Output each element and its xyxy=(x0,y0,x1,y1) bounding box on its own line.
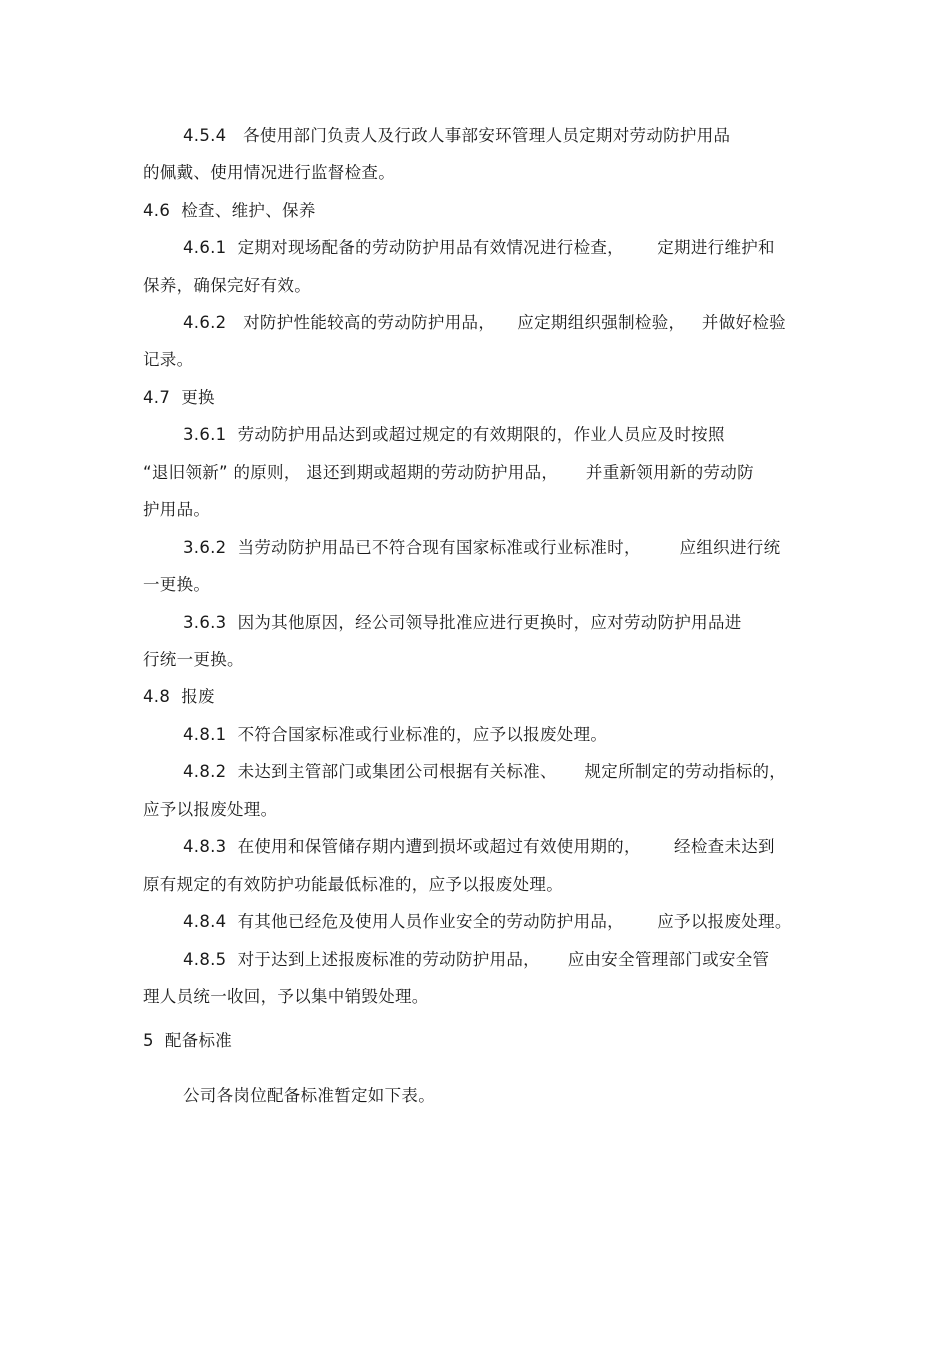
paragraph-3-6-1-line-1: 3.6.1 劳动防护用品达到或超过规定的有效期限的，作业人员应及时按照 xyxy=(183,425,725,444)
paragraph-3-6-2-line-1: 3.6.2 当劳动防护用品已不符合现有国家标准或行业标准时， 应组织进行统 xyxy=(183,538,781,557)
paragraph-4-6-1-line-1: 4.6.1 定期对现场配备的劳动防护用品有效情况进行检查， 定期进行维护和 xyxy=(183,238,775,257)
paragraph-3-6-1-line-2: “退旧领新” 的原则， 退还到期或超期的劳动防护用品， 并重新领用新的劳动防 xyxy=(143,463,754,482)
section-heading-5: 5 配备标准 xyxy=(143,1031,233,1050)
paragraph-4-6-1-line-2: 保养，确保完好有效。 xyxy=(143,276,311,295)
paragraph-4-8-2-line-1: 4.8.2 未达到主管部门或集团公司根据有关标准、 规定所制定的劳动指标的， xyxy=(183,762,787,781)
paragraph-4-8-5-line-1: 4.8.5 对于达到上述报废标准的劳动防护用品， 应由安全管理部门或安全管 xyxy=(183,950,770,969)
section-heading-4-7: 4.7 更换 xyxy=(143,388,215,407)
paragraph-3-6-2-line-2: 一更换。 xyxy=(143,575,211,594)
paragraph-4-8-3-line-1: 4.8.3 在使用和保管储存期内遭到损坏或超过有效使用期的， 经检查未达到 xyxy=(183,837,775,856)
section-heading-4-6: 4.6 检查、维护、保养 xyxy=(143,201,316,220)
paragraph-5-intro: 公司各岗位配备标准暂定如下表。 xyxy=(183,1086,435,1105)
paragraph-3-6-3-line-2: 行统一更换。 xyxy=(143,650,244,669)
paragraph-3-6-3-line-1: 3.6.3 因为其他原因，经公司领导批准应进行更换时，应对劳动防护用品进 xyxy=(183,613,742,632)
paragraph-4-5-4-line-2: 的佩戴、使用情况进行监督检查。 xyxy=(143,163,395,182)
paragraph-4-5-4-line-1: 4.5.4 各使用部门负责人及行政人事部安环管理人员定期对劳动防护用品 xyxy=(183,126,731,145)
paragraph-4-8-1: 4.8.1 不符合国家标准或行业标准的，应予以报废处理。 xyxy=(183,725,608,744)
paragraph-4-8-3-line-2: 原有规定的有效防护功能最低标准的，应予以报废处理。 xyxy=(143,875,563,894)
paragraph-4-6-2-line-2: 记录。 xyxy=(143,350,194,369)
paragraph-4-8-4: 4.8.4 有其他已经危及使用人员作业安全的劳动防护用品， 应予以报废处理。 xyxy=(183,912,792,931)
section-heading-4-8: 4.8 报废 xyxy=(143,687,215,706)
paragraph-3-6-1-line-3: 护用品。 xyxy=(143,500,211,519)
paragraph-4-8-5-line-2: 理人员统一收回，予以集中销毁处理。 xyxy=(143,987,429,1006)
paragraph-4-6-2-line-1: 4.6.2 对防护性能较高的劳动防护用品， 应定期组织强制检验， 并做好检验 xyxy=(183,313,786,332)
paragraph-4-8-2-line-2: 应予以报废处理。 xyxy=(143,800,278,819)
